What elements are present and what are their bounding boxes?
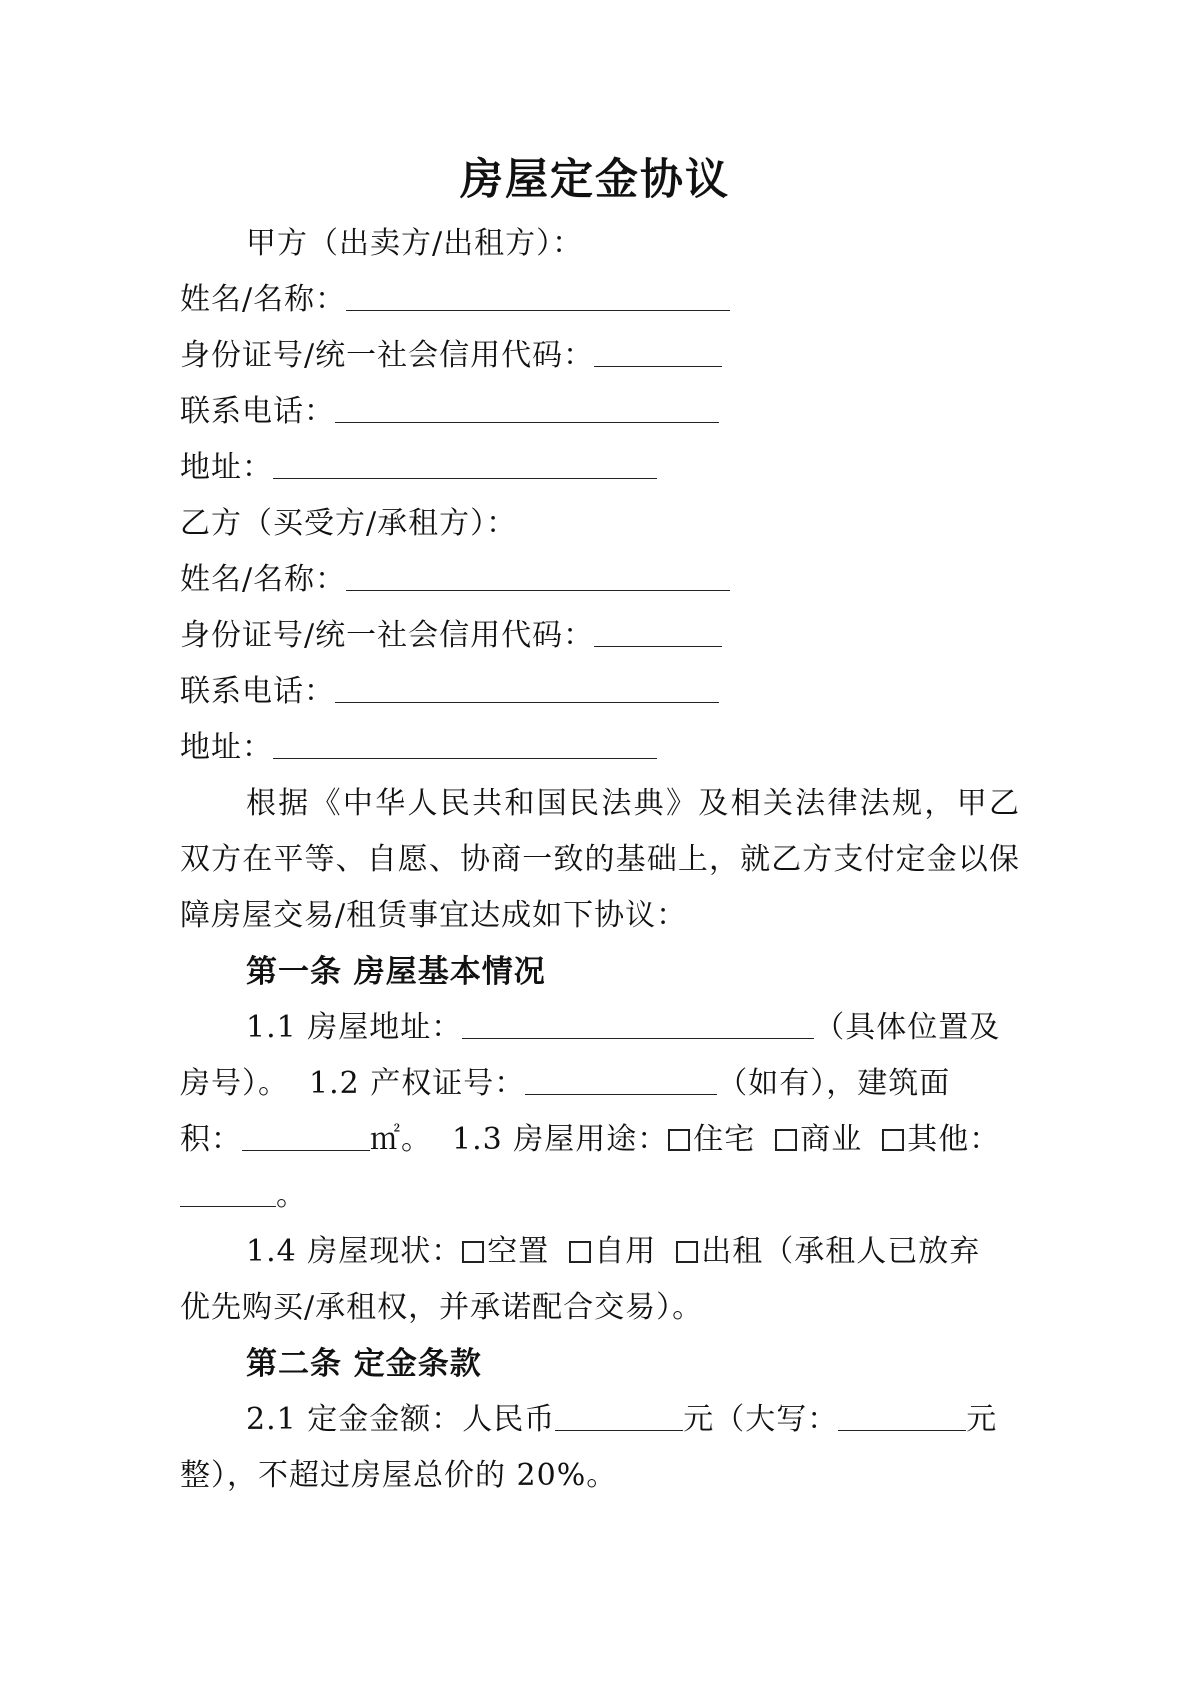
party-b-id-label: 身份证号/统一社会信用代码： <box>180 618 595 653</box>
document-body <box>180 216 1020 1504</box>
status-rented-checkbox[interactable] <box>676 1241 698 1263</box>
party-b-phone-row <box>180 664 1020 720</box>
section-1-3-row <box>180 1112 1020 1168</box>
section-2-1-cont: 整），不超过房屋总价的 20%。 <box>180 1458 618 1493</box>
house-address-blank[interactable] <box>462 1008 814 1039</box>
party-a-name-row <box>180 272 1020 328</box>
status-vacant-label: 空置 <box>487 1234 550 1269</box>
party-a-name-label: 姓名/名称： <box>180 282 347 317</box>
section-1-1-row <box>180 1000 1020 1056</box>
party-b-id-row <box>180 608 1020 664</box>
section-1-2-label: 1.2 产权证号： <box>309 1066 526 1101</box>
use-other-blank[interactable] <box>180 1176 276 1207</box>
section-1-3-label: 1.3 房屋用途： <box>452 1122 669 1157</box>
article-2-heading: 第二条 定金条款 <box>246 1346 482 1382</box>
party-a-phone-row <box>180 384 1020 440</box>
party-a-name-blank[interactable] <box>346 280 730 311</box>
status-selfuse-checkbox[interactable] <box>569 1241 591 1263</box>
party-b-header: 乙方（买受方/承租方）： <box>180 506 518 541</box>
party-a-phone-blank[interactable] <box>335 392 719 423</box>
use-commercial-checkbox[interactable] <box>775 1129 797 1151</box>
party-b-name-row <box>180 552 1020 608</box>
status-vacant-checkbox[interactable] <box>462 1241 484 1263</box>
deposit-uppercase-blank[interactable] <box>838 1400 966 1431</box>
deposit-amount-blank[interactable] <box>555 1400 683 1431</box>
section-1-1-label: 1.1 房屋地址： <box>246 1010 463 1045</box>
party-b-name-blank[interactable] <box>346 560 730 591</box>
status-selfuse-label: 自用 <box>594 1234 657 1269</box>
section-2-1-end: 元 <box>966 1402 998 1437</box>
area-blank[interactable] <box>242 1120 370 1151</box>
use-residential-label: 住宅 <box>693 1122 756 1157</box>
party-b-phone-blank[interactable] <box>335 672 719 703</box>
party-a-id-label: 身份证号/统一社会信用代码： <box>180 338 595 373</box>
party-b-id-blank[interactable] <box>594 616 722 647</box>
document-title: 房屋定金协议 <box>460 155 730 205</box>
section-1-4-label: 1.4 房屋现状： <box>246 1234 463 1269</box>
section-2-1-row <box>180 1392 1020 1448</box>
party-a-id-blank[interactable] <box>594 336 722 367</box>
use-other-label: 其他： <box>907 1122 1001 1157</box>
section-2-1-label: 2.1 定金金额：人民币 <box>246 1402 556 1437</box>
party-a-header: 甲方（出卖方/出租方）： <box>246 226 584 261</box>
section-1-1-cont: 房号）。 <box>180 1066 289 1101</box>
property-cert-blank[interactable] <box>525 1064 717 1095</box>
use-other-row <box>180 1168 1020 1224</box>
status-rented-label: 出租（承租人已放弃 <box>701 1234 981 1269</box>
party-a-phone-label: 联系电话： <box>180 394 335 429</box>
use-commercial-label: 商业 <box>800 1122 863 1157</box>
use-end: 。 <box>276 1178 307 1213</box>
party-b-name-label: 姓名/名称： <box>180 562 347 597</box>
preamble-paragraph: 根据《中华人民共和国民法典》及相关法律法规，甲乙双方在平等、自愿、协商一致的基础上，就乙方支付定金以保障房屋交易/租赁事宜达成如下协议： <box>180 786 1020 933</box>
party-a-address-blank[interactable] <box>273 448 657 479</box>
section-2-1-mid: 元（大写： <box>683 1402 839 1437</box>
section-1-4-cont: 优先购买/承租权，并承诺配合交易）。 <box>180 1290 704 1325</box>
section-1-1-suffix: （具体位置及 <box>814 1010 1001 1045</box>
party-a-id-row <box>180 328 1020 384</box>
party-b-phone-label: 联系电话： <box>180 674 335 709</box>
party-b-address-row <box>180 720 1020 776</box>
party-a-address-row <box>180 440 1020 496</box>
section-1-4-row <box>180 1224 1020 1280</box>
use-other-checkbox[interactable] <box>882 1129 904 1151</box>
area-unit: ㎡。 <box>370 1122 432 1157</box>
article-1-heading: 第一条 房屋基本情况 <box>246 954 546 990</box>
use-residential-checkbox[interactable] <box>668 1129 690 1151</box>
party-a-address-label: 地址： <box>180 450 273 485</box>
party-b-address-blank[interactable] <box>273 728 657 759</box>
section-1-2-row <box>180 1056 1020 1112</box>
party-b-address-label: 地址： <box>180 730 273 765</box>
area-label: 积： <box>180 1122 242 1157</box>
section-1-2-suffix: （如有），建筑面 <box>717 1066 951 1101</box>
